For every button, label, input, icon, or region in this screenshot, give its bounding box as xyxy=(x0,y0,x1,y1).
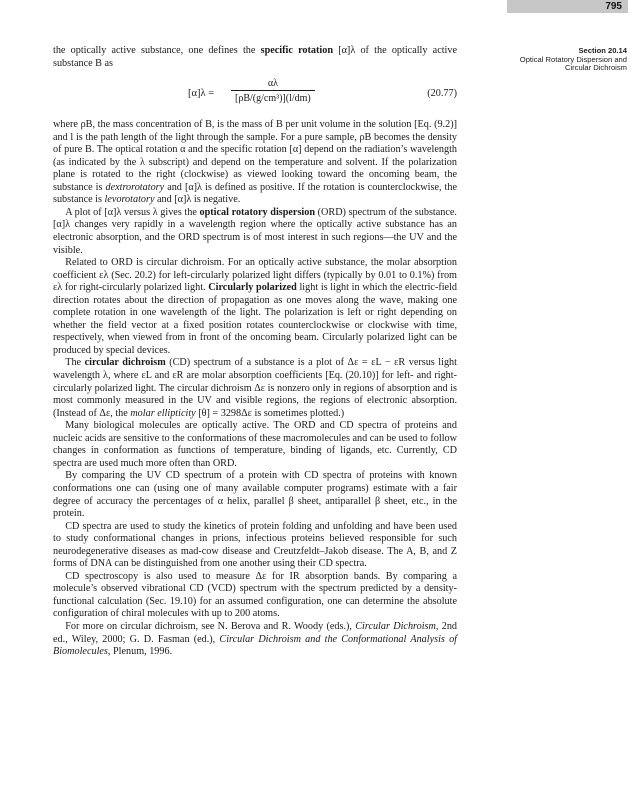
term-circularly-polarized: Circularly polarized xyxy=(208,282,297,294)
paragraph-5: Many biological molecules are optically active. The ORD and CD spectra of proteins and nucleic acids are sensitive to the conformations of these macromolecules and can be used to follow changes in conformation as functions of temperature, binding of ligands, etc. Currently, CD spectra are used much more often than ORD. xyxy=(53,420,457,469)
equation-20-77 xyxy=(53,76,457,112)
section-title-line-2: Circular Dichroism xyxy=(564,63,627,73)
paragraph-2: A plot of [α]λ versus λ gives the optical rotatory dispersion (ORD) spectrum of the substance. [α]λ changes very rapidly in a wavelength region where the optically active substance has an electronic absorption, and the ORD spectrum is of most interest in such regions—the UV and the visible. xyxy=(53,206,457,256)
paragraph-9: For more on circular dichroism, see N. Berova and R. Woody (eds.), Circular Dichroism, 2nd ed., Wiley, 2000; G. D. Fasman (ed.), Circular Dichroism and the Conformational Analysis of Biomolecules, Plenum, 1996. xyxy=(53,620,458,658)
term-circular-dichroism: circular dichroism xyxy=(84,357,166,369)
reference-title-2: Circular Dichroism and the Conformational Analysis of Biomolecules xyxy=(53,633,457,658)
paragraph-4: The circular dichroism (CD) spectrum of a substance is a plot of Δε = εL − εR versus light wavelength λ, where εL and εR are molar absorption coefficients [Eq. (20.10)] for left- and right-circularly polarized light. The circular dichroism Δε is nonzero only in regions of absorption and is most commonly measured in the UV and visible regions, the regions of electronic absorption. (Instead of Δε, the molar ellipticity [θ] = 3298Δε is sometimes plotted.) xyxy=(53,357,457,419)
term-ord: optical rotatory dispersion xyxy=(199,206,315,218)
paragraph-8: CD spectroscopy is also used to measure Δε for IR absorption bands. By comparing a molecule’s observed vibrational CD (VCD) spectrum with the spectrum predicted by a density-functional calculation (Sec. 19.10) for an assumed configuration, one can determine the absolute configuration of chiral molecules with up to 200 atoms. xyxy=(53,570,457,620)
reference-title-1: Circular Dichroism xyxy=(355,620,436,632)
running-head xyxy=(477,47,627,73)
term-levorotatory: levorotatory xyxy=(104,194,155,206)
section-number: Section 20.14 xyxy=(578,46,627,55)
paragraph-6: By comparing the UV CD spectrum of a protein with CD spectra of proteins with known conformations one can (using one of many available computer programs) estimate with a fair degree of accuracy the percentages of α helix, parallel β sheet, antiparallel β sheet, etc., in the protein. xyxy=(53,470,457,520)
section-title-line-1: Optical Rotatory Dispersion and xyxy=(519,54,627,64)
equation-lhs: [α]λ = xyxy=(188,88,215,100)
paragraph-0: the optically active substance, one defines the specific rotation [α]λ of the optically active substance B as xyxy=(53,45,457,69)
equation-denominator: [ρB/(g/cm³)](l/dm) xyxy=(235,93,311,105)
page-number-band xyxy=(507,0,628,13)
term-dextrorotatory: dextrorotatory xyxy=(105,181,165,193)
term-specific-rotation: specific rotation xyxy=(260,45,333,56)
term-molar-ellipticity: molar ellipticity xyxy=(130,407,196,419)
body-text xyxy=(53,45,457,659)
equation-number: (20.77) xyxy=(427,88,457,100)
paragraph-1: where ρB, the mass concentration of B, is the mass of B per unit volume in the solution [Eq. (9.2)] and l is the path length of the light through the sample. For a pure sample, ρB becomes the density of pure B. The optical rotation α and the specific rotation [α] depend on the radiation’s wavelength (as indicated by the λ subscript) and depend on the temperature and solvent. If the polarization plane is rotated to the right (clockwise) as viewed looking toward the oncoming beam, the substance is dextrorotatory and [α]λ is defined as positive. If the rotation is counterclockwise, the substance is levorotatory and [α]λ is negative. xyxy=(53,119,457,206)
equation-fraction xyxy=(231,77,315,106)
page-number: 795 xyxy=(605,1,622,12)
paragraph-7: CD spectra are used to study the kinetics of protein folding and unfolding and have been used to study conformational changes in prions, infectious proteins believed responsible for such neurodegenerative diseases as mad-cow disease and Creutzfeldt–Jakob disease. The A, B, and Z forms of DNA can be distinguished from one another using their CD spectra. xyxy=(53,520,457,570)
paragraph-3: Related to ORD is circular dichroism. For an optically active substance, the molar absorption coefficient ελ (Sec. 20.2) for left-circularly polarized light differs (typically by 0.01 to 0.1%) from ελ for right-circularly polarized light. Circularly polarized light is light in which the electric-field direction rotates about the direction of propagation as one moves along the wave, making one complete rotation in one wavelength of the light. The polarization is left or right depending on whether the field vector at a fixed position rotates counterclockwise or clockwise with time, respectively, when viewed from in front of the oncoming beam. Circularly polarized light can be produced by special devices. xyxy=(53,257,458,356)
equation-numerator: αλ xyxy=(231,77,315,91)
